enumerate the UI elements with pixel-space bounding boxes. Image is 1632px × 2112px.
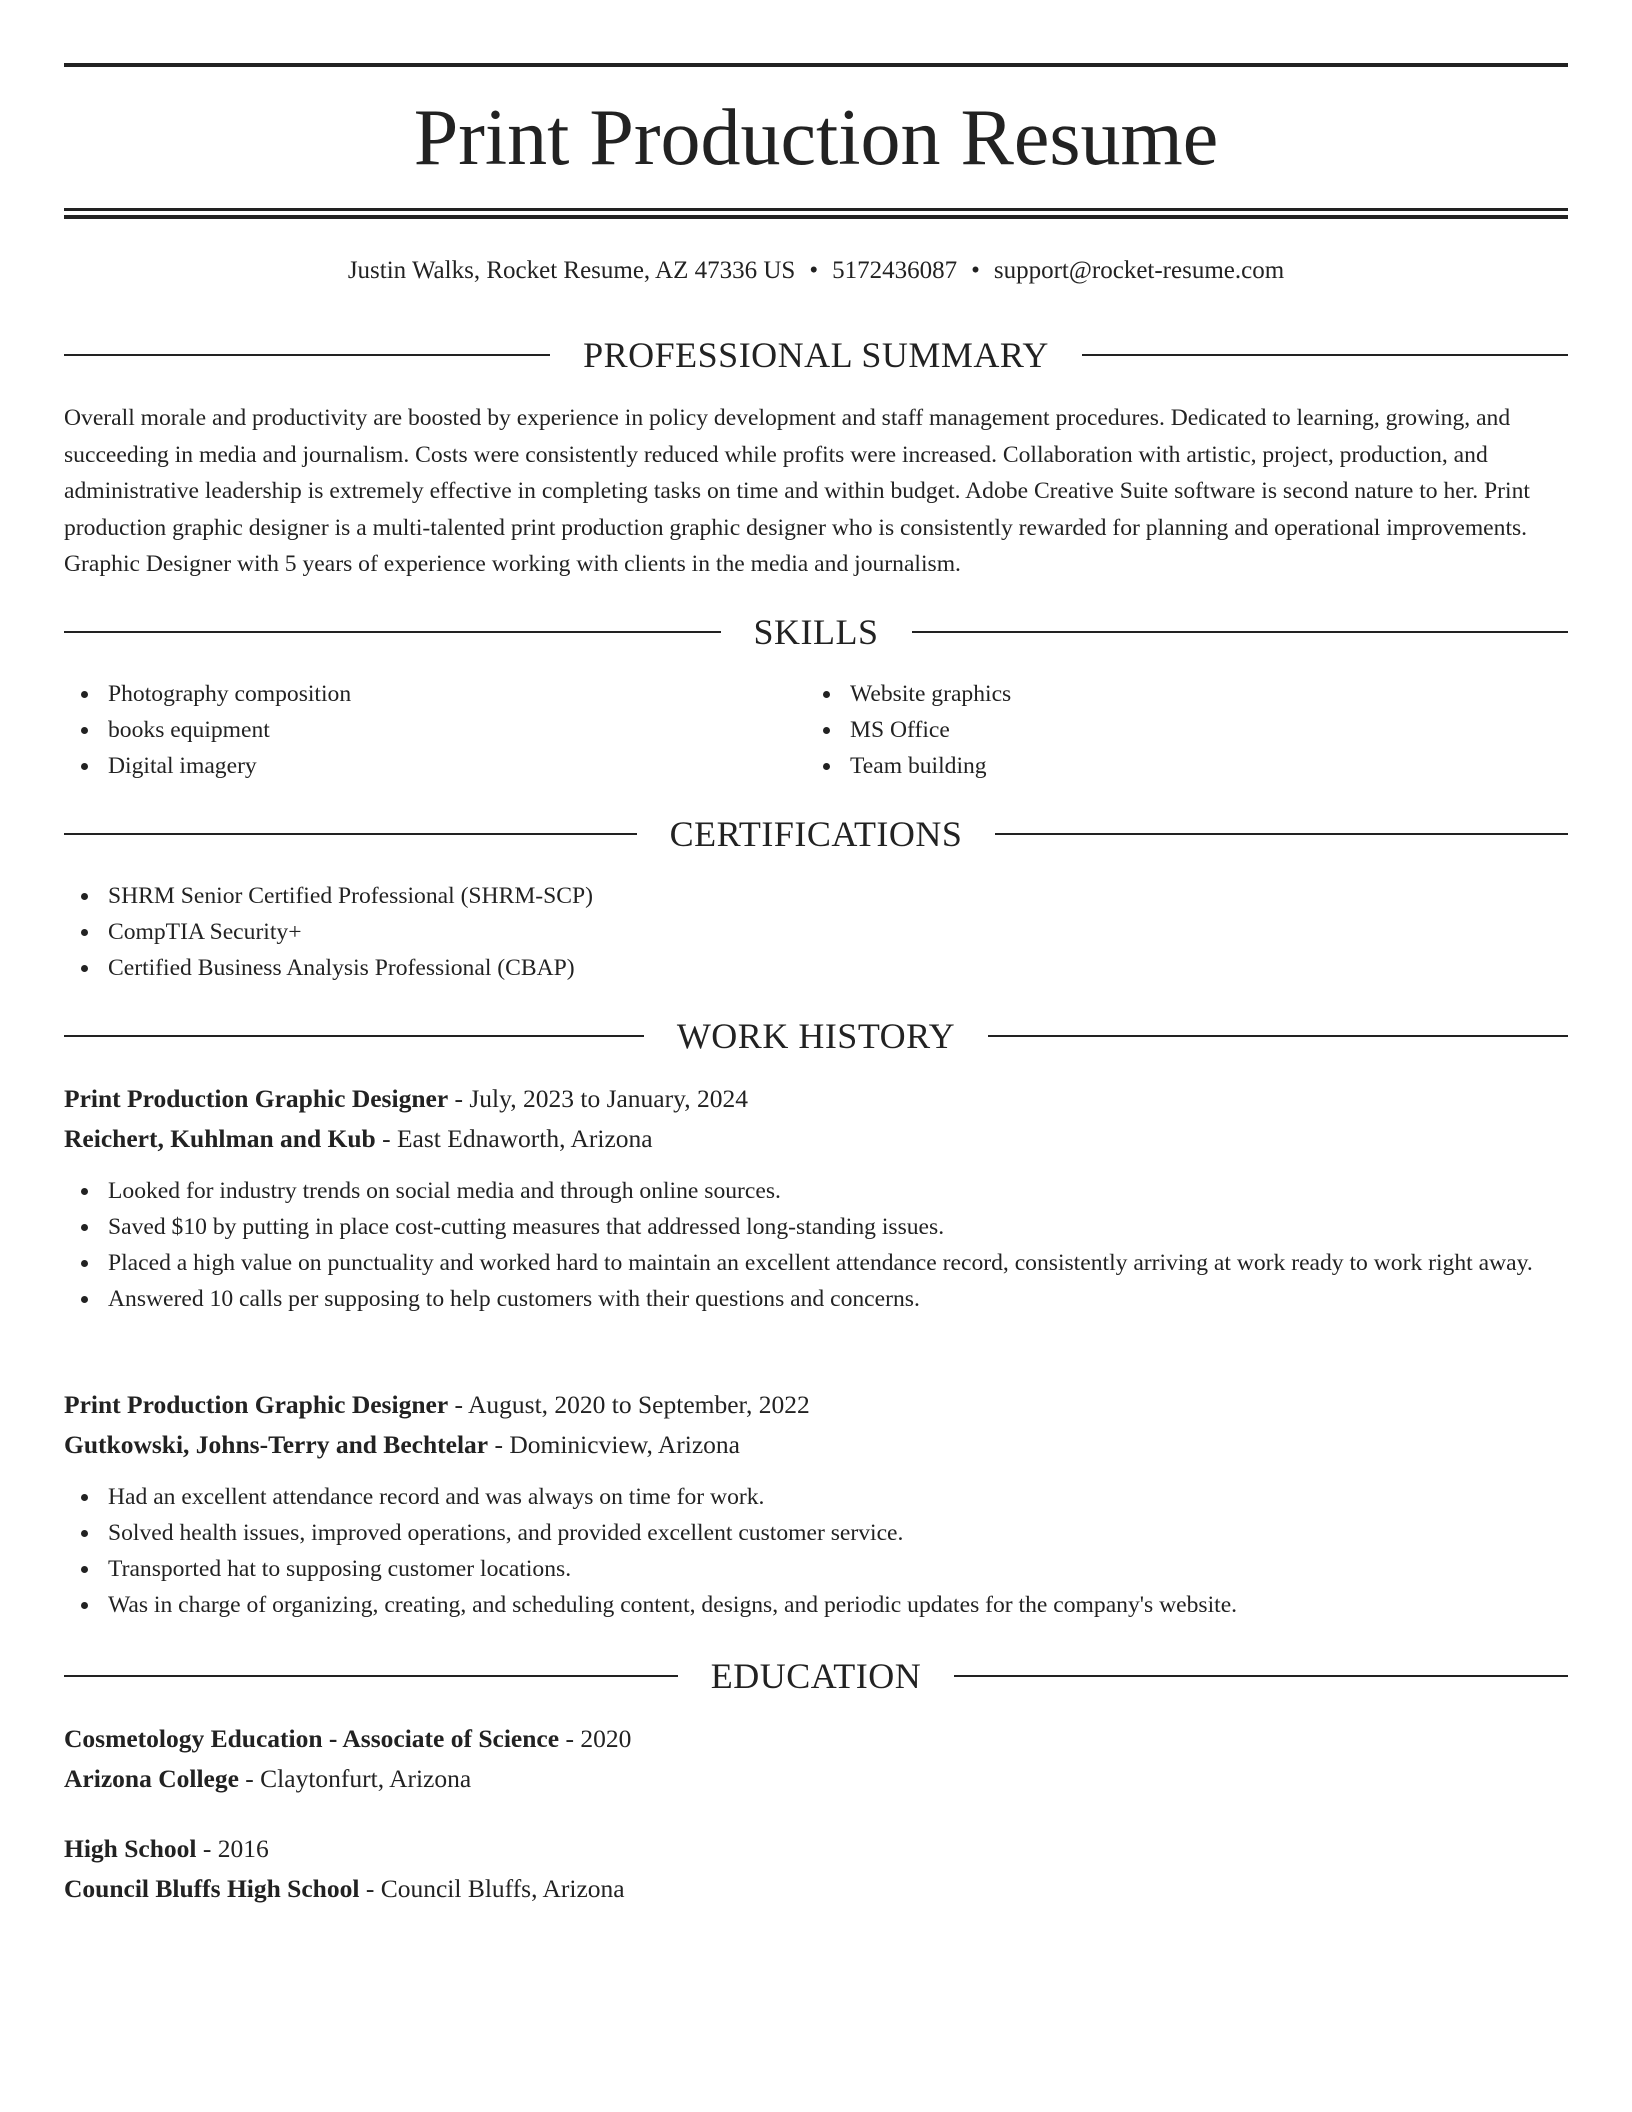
divider-line	[954, 1675, 1568, 1677]
certifications-list	[64, 878, 1568, 986]
job-bullet: Was in charge of organizing, creating, and scheduling content, designs, and periodic updates for the company's website.	[64, 1587, 1568, 1623]
section-title: WORK HISTORY	[676, 1016, 956, 1056]
section-heading-skills	[64, 607, 1568, 657]
section-title: PROFESSIONAL SUMMARY	[583, 335, 1049, 375]
divider-line	[64, 1675, 678, 1677]
section-title: EDUCATION	[710, 1656, 922, 1696]
contact-line	[64, 253, 1568, 289]
skills-left-column	[64, 676, 764, 784]
job-bullet: Saved $10 by putting in place cost-cutting measures that addressed long-standing issues.	[64, 1209, 1568, 1245]
contact-phone: 5172436087	[832, 257, 958, 284]
title-rule-upper	[64, 208, 1568, 211]
job-bullet: Looked for industry trends on social media and through online sources.	[64, 1173, 1568, 1209]
job-bullet: Placed a high value on punctuality and worked hard to maintain an excellent attendance record, consistently arriving at work ready to work right away.	[64, 1245, 1568, 1281]
job-title-line	[64, 1079, 1568, 1119]
job-title: Print Production Graphic Designer	[64, 1084, 449, 1113]
contact-address: Justin Walks, Rocket Resume, AZ 47336 US	[347, 257, 796, 284]
divider-line	[995, 833, 1568, 835]
job-bullet: Solved health issues, improved operations, and provided excellent customer service.	[64, 1515, 1568, 1551]
divider-line	[64, 1035, 644, 1037]
education-location: - Council Bluffs, Arizona	[359, 1874, 625, 1903]
section-heading-certifications	[64, 809, 1568, 859]
education-school-line	[64, 1869, 1568, 1909]
divider-line	[1082, 354, 1568, 356]
skill-item: Website graphics	[806, 676, 1506, 712]
skill-item: MS Office	[806, 712, 1506, 748]
education-degree: High School	[64, 1834, 197, 1863]
contact-email: support@rocket-resume.com	[993, 257, 1285, 284]
section-heading-work-history	[64, 1011, 1568, 1061]
education-degree: Cosmetology Education - Associate of Science	[64, 1724, 560, 1753]
education-entry	[64, 1719, 1568, 1799]
divider-line	[912, 631, 1569, 633]
job-dates: - August, 2020 to September, 2022	[448, 1390, 810, 1419]
job-entry	[64, 1079, 1568, 1159]
job-title: Print Production Graphic Designer	[64, 1390, 449, 1419]
skill-item: Team building	[806, 748, 1506, 784]
job-company: Gutkowski, Johns-Terry and Bechtelar	[64, 1430, 489, 1459]
job-company-line	[64, 1119, 1568, 1159]
job-bullets	[64, 1479, 1568, 1623]
job-dates: - July, 2023 to January, 2024	[448, 1084, 748, 1113]
title-rule-lower	[64, 215, 1568, 219]
top-rule	[64, 63, 1568, 67]
job-location: - Dominicview, Arizona	[488, 1430, 740, 1459]
job-bullet: Transported hat to supposing customer locations.	[64, 1551, 1568, 1587]
job-title-line	[64, 1385, 1568, 1425]
job-bullets	[64, 1173, 1568, 1317]
education-degree-line	[64, 1719, 1568, 1759]
contact-separator: •	[809, 257, 819, 284]
section-heading-education	[64, 1651, 1568, 1701]
section-title: CERTIFICATIONS	[669, 814, 963, 854]
divider-line	[988, 1035, 1568, 1037]
page-title: Print Production Resume	[413, 94, 1219, 182]
certification-item: CompTIA Security+	[64, 914, 1568, 950]
section-heading-summary	[64, 330, 1568, 380]
divider-line	[64, 631, 721, 633]
education-school-line	[64, 1759, 1568, 1799]
summary-text: Overall morale and productivity are boosted by experience in policy development and staff management procedures. Dedicated to learning, growing, and succeeding in media and journalism. Costs were consistently reduced while profits were increased. Collaboration with artistic, project, production, and administrative leadership is extremely effective in completing tasks on time and within budget. Adobe Creative Suite software is second nature to her. Print production graphic designer is a multi-talented print production graphic designer who is consistently rewarded for planning and operational improvements. Graphic Designer with 5 years of experience working with clients in the media and journalism.	[64, 405, 1530, 577]
education-school: Council Bluffs High School	[64, 1874, 360, 1903]
skill-item: Photography composition	[64, 676, 764, 712]
job-company: Reichert, Kuhlman and Kub	[64, 1124, 376, 1153]
contact-separator: •	[971, 257, 980, 284]
education-school: Arizona College	[64, 1764, 239, 1793]
job-bullet: Had an excellent attendance record and was always on time for work.	[64, 1479, 1568, 1515]
skill-item: Digital imagery	[64, 748, 764, 784]
education-entry	[64, 1829, 1568, 1909]
section-title: SKILLS	[753, 612, 879, 652]
divider-line	[64, 833, 637, 835]
job-company-line	[64, 1425, 1568, 1465]
education-location: - Claytonfurt, Arizona	[238, 1764, 472, 1793]
skills-right-column	[806, 676, 1506, 784]
certification-item: SHRM Senior Certified Professional (SHRM-SCP)	[64, 878, 1568, 914]
skill-item: books equipment	[64, 712, 764, 748]
education-year: - 2020	[559, 1724, 632, 1753]
education-year: - 2016	[196, 1834, 269, 1863]
job-entry	[64, 1385, 1568, 1465]
job-bullet: Answered 10 calls per supposing to help customers with their questions and concerns.	[64, 1281, 1568, 1317]
divider-line	[64, 354, 550, 356]
job-location: - East Ednaworth, Arizona	[375, 1124, 653, 1153]
certification-item: Certified Business Analysis Professional (CBAP)	[64, 950, 1568, 986]
education-degree-line	[64, 1829, 1568, 1869]
